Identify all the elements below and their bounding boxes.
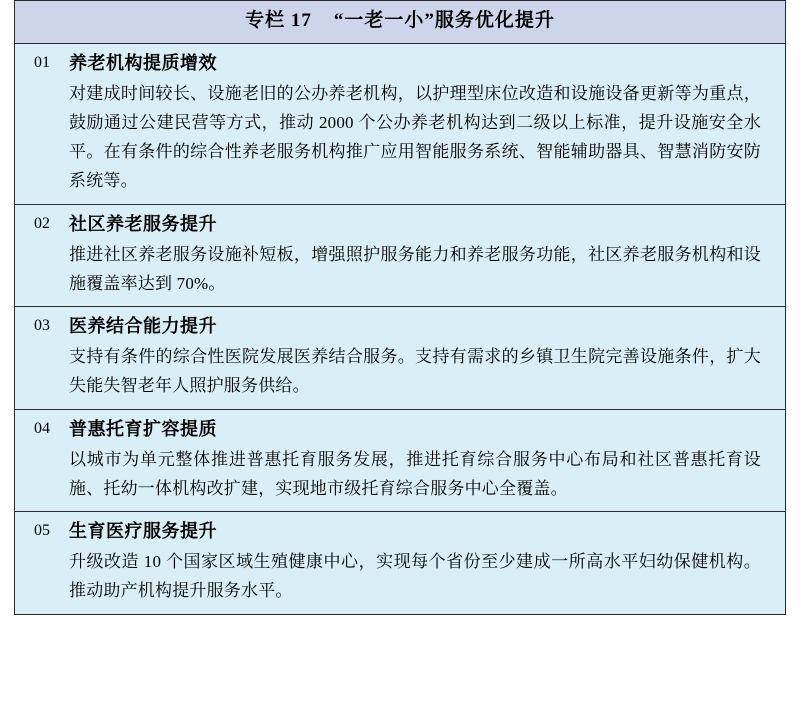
item-heading: 社区养老服务提升 <box>69 213 217 234</box>
list-item <box>15 44 785 205</box>
feature-box <box>14 0 786 615</box>
item-heading: 医养结合能力提升 <box>69 316 217 337</box>
item-number: 05 <box>34 522 50 540</box>
box-title-label: 专栏 17 <box>245 10 312 31</box>
item-number: 03 <box>34 317 50 335</box>
list-item <box>15 512 785 613</box>
item-text: 对建成时间较长、设施老旧的公办养老机构，以护理型床位改造和设施设备更新等为重点，鼓励通过公建民营等方式，推动 2000 个公办养老机构达到二级以上标准，提升设施安全水平。在有条件的综合性养老服务机构推广应用智能服务系统、智能辅助器具、智慧消防安防系统等。 <box>69 83 761 191</box>
list-item <box>15 307 785 409</box>
box-title <box>15 1 785 44</box>
item-body <box>69 211 785 298</box>
item-text: 支持有条件的综合性医院发展医养结合服务。支持有需求的乡镇卫生院完善设施条件，扩大失能失智老年人照护服务供给。 <box>69 347 761 396</box>
item-heading: 普惠托育扩容提质 <box>69 418 217 439</box>
item-number: 04 <box>34 419 50 437</box>
item-text: 以城市为单元整体推进普惠托育服务发展，推进托育综合服务中心布局和社区普惠托育设施、托幼一体机构改扩建，实现地市级托育综合服务中心全覆盖。 <box>69 449 761 498</box>
item-body <box>69 416 785 503</box>
item-list <box>15 44 785 614</box>
item-heading: 养老机构提质增效 <box>69 52 217 73</box>
item-text: 升级改造 10 个国家区域生殖健康中心，实现每个省份至少建成一所高水平妇幼保健机构。推动助产机构提升服务水平。 <box>69 552 761 601</box>
item-body <box>69 518 785 605</box>
list-item <box>15 410 785 512</box>
box-title-name: “一老一小”服务优化提升 <box>333 10 555 31</box>
item-text: 推进社区养老服务设施补短板，增强照护服务能力和养老服务功能，社区养老服务机构和设施覆盖率达到 70%。 <box>69 244 761 293</box>
item-body <box>69 313 785 400</box>
item-number: 01 <box>34 53 50 71</box>
item-heading: 生育医疗服务提升 <box>69 521 217 542</box>
list-item <box>15 205 785 307</box>
item-number: 02 <box>34 214 50 232</box>
item-body <box>69 50 785 196</box>
